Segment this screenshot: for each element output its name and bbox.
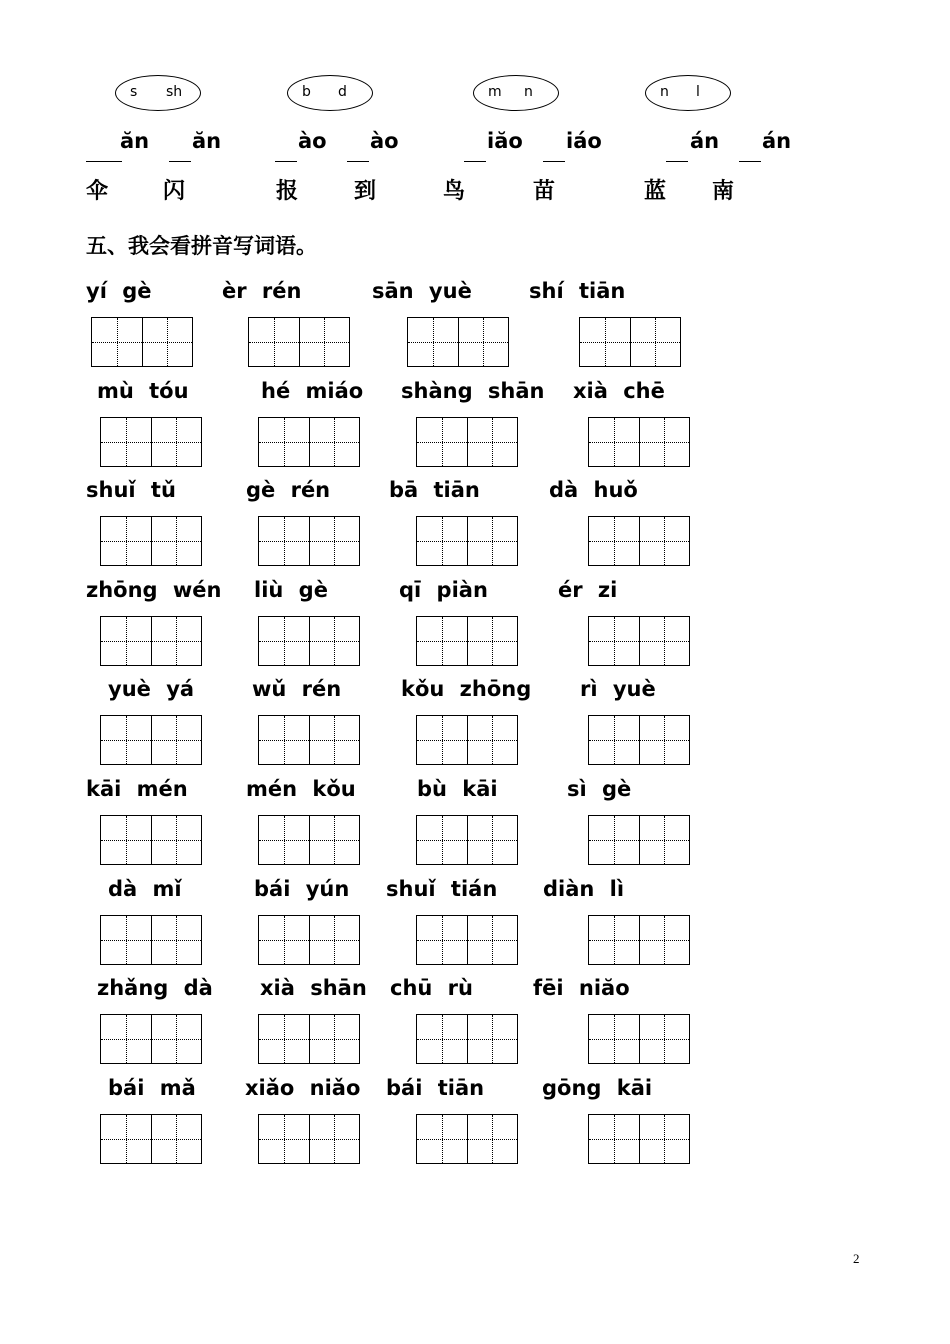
grid-guide-line	[417, 840, 517, 841]
grid-guide-line	[492, 1115, 493, 1163]
grid-guide-line	[101, 740, 201, 741]
grid-guide-line	[492, 716, 493, 764]
grid-guide-line	[614, 1115, 615, 1163]
pinyin-word: dà huǒ	[549, 478, 638, 503]
grid-guide-line	[589, 541, 689, 542]
pinyin-word: kāi mén	[86, 777, 188, 801]
pinyin-word: bā tiān	[389, 478, 480, 503]
grid-guide-line	[589, 641, 689, 642]
grid-guide-line	[176, 1015, 177, 1063]
grid-guide-line	[259, 1039, 359, 1040]
pinyin-word: qī piàn	[399, 577, 488, 602]
grid-guide-line	[417, 940, 517, 941]
grid-guide-line	[664, 916, 665, 964]
pinyin-final: ào	[298, 129, 327, 153]
pinyin-word: xià shān	[260, 976, 367, 1001]
grid-guide-line	[664, 517, 665, 565]
grid-guide-line	[176, 1115, 177, 1163]
pinyin-word: sān yuè	[372, 279, 472, 303]
pinyin-final: iăo	[487, 129, 523, 153]
pinyin-word: gè rén	[246, 478, 331, 503]
grid-guide-line	[284, 816, 285, 864]
chinese-character: 伞	[86, 179, 109, 204]
tianzige-writing-grid[interactable]	[588, 915, 690, 965]
tianzige-writing-grid[interactable]	[416, 815, 518, 865]
tianzige-writing-grid[interactable]	[416, 417, 518, 467]
pinyin-word: wǔ rén	[252, 677, 342, 702]
tianzige-writing-grid[interactable]	[100, 1114, 202, 1164]
pinyin-word: mù tóu	[97, 378, 189, 403]
pinyin-word: bù kāi	[417, 777, 498, 801]
grid-guide-line	[101, 840, 201, 841]
tianzige-writing-grid[interactable]	[258, 915, 360, 965]
grid-guide-line	[417, 1139, 517, 1140]
grid-guide-line	[334, 517, 335, 565]
pinyin-word: zhǎng dà	[97, 976, 213, 1001]
grid-guide-line	[408, 342, 508, 343]
tianzige-writing-grid[interactable]	[91, 317, 193, 367]
consonant-oval	[645, 75, 731, 111]
tianzige-writing-grid[interactable]	[100, 616, 202, 666]
pinyin-word: bái yún	[254, 876, 350, 901]
grid-guide-line	[614, 816, 615, 864]
pinyin-word: shuǐ tián	[386, 876, 498, 901]
tianzige-writing-grid[interactable]	[258, 715, 360, 765]
grid-guide-line	[442, 916, 443, 964]
grid-guide-line	[284, 418, 285, 466]
grid-guide-line	[259, 740, 359, 741]
grid-guide-line	[324, 318, 325, 366]
grid-guide-line	[167, 318, 168, 366]
grid-guide-line	[126, 517, 127, 565]
tianzige-writing-grid[interactable]	[416, 715, 518, 765]
tianzige-writing-grid[interactable]	[258, 815, 360, 865]
grid-guide-line	[126, 617, 127, 665]
pinyin-word: sì gè	[567, 777, 632, 801]
grid-guide-line	[664, 816, 665, 864]
grid-guide-line	[589, 442, 689, 443]
consonant-letter: n	[524, 84, 533, 100]
answer-blank[interactable]	[739, 161, 761, 162]
grid-guide-line	[614, 1015, 615, 1063]
grid-guide-line	[101, 1139, 201, 1140]
tianzige-writing-grid[interactable]	[579, 317, 681, 367]
tianzige-writing-grid[interactable]	[416, 1114, 518, 1164]
grid-guide-line	[334, 816, 335, 864]
grid-guide-line	[433, 318, 434, 366]
grid-guide-line	[259, 641, 359, 642]
grid-guide-line	[417, 641, 517, 642]
section-5-title: 五、我会看拼音写词语。	[86, 234, 317, 258]
grid-guide-line	[417, 1039, 517, 1040]
grid-guide-line	[284, 1015, 285, 1063]
grid-guide-line	[664, 418, 665, 466]
grid-guide-line	[176, 517, 177, 565]
pinyin-final: ào	[370, 129, 399, 153]
chinese-character: 南	[712, 179, 735, 204]
grid-guide-line	[442, 517, 443, 565]
pinyin-word: yí gè	[86, 279, 152, 303]
grid-guide-line	[259, 840, 359, 841]
grid-guide-line	[259, 442, 359, 443]
grid-guide-line	[284, 517, 285, 565]
tianzige-writing-grid[interactable]	[416, 1014, 518, 1064]
consonant-letter: d	[338, 84, 347, 100]
chinese-character: 闪	[163, 179, 186, 204]
pinyin-word: èr rén	[222, 279, 302, 303]
tianzige-writing-grid[interactable]	[258, 1114, 360, 1164]
grid-guide-line	[126, 1115, 127, 1163]
pinyin-word: zhōng wén	[86, 577, 222, 602]
grid-guide-line	[442, 1015, 443, 1063]
pinyin-word: rì yuè	[580, 677, 656, 702]
pinyin-final: iáo	[566, 129, 602, 153]
tianzige-writing-grid[interactable]	[100, 915, 202, 965]
grid-guide-line	[334, 617, 335, 665]
grid-guide-line	[492, 418, 493, 466]
tianzige-writing-grid[interactable]	[588, 1114, 690, 1164]
pinyin-word: gōng kāi	[542, 1075, 653, 1100]
answer-blank[interactable]	[666, 161, 688, 162]
chinese-character: 鸟	[443, 179, 466, 204]
grid-guide-line	[101, 541, 201, 542]
grid-guide-line	[614, 916, 615, 964]
tianzige-writing-grid[interactable]	[258, 1014, 360, 1064]
grid-guide-line	[334, 1115, 335, 1163]
tianzige-writing-grid[interactable]	[258, 417, 360, 467]
grid-guide-line	[614, 517, 615, 565]
consonant-letter: b	[302, 84, 311, 100]
grid-guide-line	[664, 1015, 665, 1063]
page-number: 2	[853, 1251, 860, 1266]
answer-blank[interactable]	[275, 161, 297, 162]
grid-guide-line	[176, 418, 177, 466]
grid-guide-line	[614, 418, 615, 466]
tianzige-writing-grid[interactable]	[258, 616, 360, 666]
pinyin-word: fēi niăo	[533, 976, 630, 1001]
grid-guide-line	[259, 541, 359, 542]
grid-guide-line	[580, 342, 680, 343]
pinyin-final: ăn	[120, 129, 150, 153]
pinyin-word: chū rù	[390, 976, 473, 1001]
grid-guide-line	[655, 318, 656, 366]
pinyin-final: án	[762, 129, 792, 153]
grid-guide-line	[176, 916, 177, 964]
consonant-oval	[115, 75, 201, 111]
consonant-letter: l	[696, 84, 700, 100]
chinese-character: 蓝	[644, 179, 667, 204]
pinyin-word: shí tiān	[529, 279, 626, 303]
tianzige-writing-grid[interactable]	[588, 516, 690, 566]
grid-guide-line	[176, 816, 177, 864]
grid-guide-line	[92, 342, 192, 343]
tianzige-writing-grid[interactable]	[416, 516, 518, 566]
pinyin-word: bái tiān	[386, 1075, 485, 1100]
grid-guide-line	[284, 716, 285, 764]
grid-guide-line	[492, 816, 493, 864]
grid-guide-line	[417, 442, 517, 443]
consonant-oval	[287, 75, 373, 111]
grid-guide-line	[442, 816, 443, 864]
grid-guide-line	[442, 1115, 443, 1163]
grid-guide-line	[442, 716, 443, 764]
grid-guide-line	[614, 617, 615, 665]
grid-guide-line	[259, 1139, 359, 1140]
grid-guide-line	[442, 418, 443, 466]
tianzige-writing-grid[interactable]	[248, 317, 350, 367]
grid-guide-line	[126, 816, 127, 864]
tianzige-writing-grid[interactable]	[416, 616, 518, 666]
grid-guide-line	[492, 617, 493, 665]
grid-guide-line	[126, 1015, 127, 1063]
grid-guide-line	[417, 541, 517, 542]
consonant-letter: n	[660, 84, 669, 100]
tianzige-writing-grid[interactable]	[588, 715, 690, 765]
tianzige-writing-grid[interactable]	[258, 516, 360, 566]
grid-guide-line	[284, 916, 285, 964]
tianzige-writing-grid[interactable]	[416, 915, 518, 965]
grid-guide-line	[492, 1015, 493, 1063]
answer-blank[interactable]	[86, 161, 122, 162]
pinyin-final: ăn	[192, 129, 222, 153]
tianzige-writing-grid[interactable]	[100, 516, 202, 566]
pinyin-word: bái mǎ	[108, 1075, 196, 1100]
pinyin-word: kǒu zhōng	[401, 677, 532, 702]
chinese-character: 到	[354, 179, 377, 204]
grid-guide-line	[334, 418, 335, 466]
pinyin-word: mén kǒu	[246, 777, 356, 801]
pinyin-word: diàn lì	[543, 876, 625, 901]
pinyin-word: shàng shān	[401, 378, 545, 403]
grid-guide-line	[284, 1115, 285, 1163]
tianzige-writing-grid[interactable]	[407, 317, 509, 367]
grid-guide-line	[334, 1015, 335, 1063]
pinyin-word: dà mǐ	[108, 876, 182, 901]
grid-guide-line	[126, 716, 127, 764]
pinyin-word: ér zi	[558, 577, 618, 602]
pinyin-word: shuǐ tǔ	[86, 478, 176, 503]
answer-blank[interactable]	[543, 161, 565, 162]
tianzige-writing-grid[interactable]	[100, 1014, 202, 1064]
answer-blank[interactable]	[347, 161, 369, 162]
pinyin-word: xià chē	[573, 378, 665, 403]
grid-guide-line	[605, 318, 606, 366]
grid-guide-line	[126, 916, 127, 964]
grid-guide-line	[664, 1115, 665, 1163]
chinese-character: 报	[276, 179, 299, 204]
grid-guide-line	[101, 442, 201, 443]
answer-blank[interactable]	[169, 161, 191, 162]
grid-guide-line	[589, 940, 689, 941]
tianzige-writing-grid[interactable]	[588, 1014, 690, 1064]
tianzige-writing-grid[interactable]	[100, 715, 202, 765]
grid-guide-line	[259, 940, 359, 941]
grid-guide-line	[614, 716, 615, 764]
tianzige-writing-grid[interactable]	[588, 417, 690, 467]
tianzige-writing-grid[interactable]	[588, 616, 690, 666]
grid-guide-line	[101, 641, 201, 642]
grid-guide-line	[126, 418, 127, 466]
grid-guide-line	[101, 940, 201, 941]
grid-guide-line	[284, 617, 285, 665]
tianzige-writing-grid[interactable]	[100, 815, 202, 865]
grid-guide-line	[117, 318, 118, 366]
pinyin-word: hé miáo	[261, 378, 364, 403]
tianzige-writing-grid[interactable]	[588, 815, 690, 865]
consonant-letter: s	[130, 84, 138, 100]
grid-guide-line	[176, 716, 177, 764]
pinyin-final: án	[690, 129, 720, 153]
grid-guide-line	[589, 1039, 689, 1040]
grid-guide-line	[274, 318, 275, 366]
grid-guide-line	[334, 916, 335, 964]
grid-guide-line	[442, 617, 443, 665]
consonant-letter: sh	[166, 84, 183, 100]
tianzige-writing-grid[interactable]	[100, 417, 202, 467]
grid-guide-line	[101, 1039, 201, 1040]
grid-guide-line	[589, 1139, 689, 1140]
chinese-character: 苗	[533, 179, 556, 204]
grid-guide-line	[249, 342, 349, 343]
consonant-oval	[473, 75, 559, 111]
grid-guide-line	[589, 840, 689, 841]
grid-guide-line	[589, 740, 689, 741]
grid-guide-line	[492, 517, 493, 565]
grid-guide-line	[176, 617, 177, 665]
pinyin-word: liù gè	[254, 577, 328, 602]
grid-guide-line	[664, 617, 665, 665]
grid-guide-line	[417, 740, 517, 741]
grid-guide-line	[483, 318, 484, 366]
consonant-letter: m	[488, 84, 502, 100]
pinyin-word: yuè yá	[108, 677, 195, 702]
pinyin-word: xiǎo niǎo	[245, 1075, 361, 1100]
grid-guide-line	[334, 716, 335, 764]
grid-guide-line	[492, 916, 493, 964]
grid-guide-line	[664, 716, 665, 764]
answer-blank[interactable]	[464, 161, 486, 162]
